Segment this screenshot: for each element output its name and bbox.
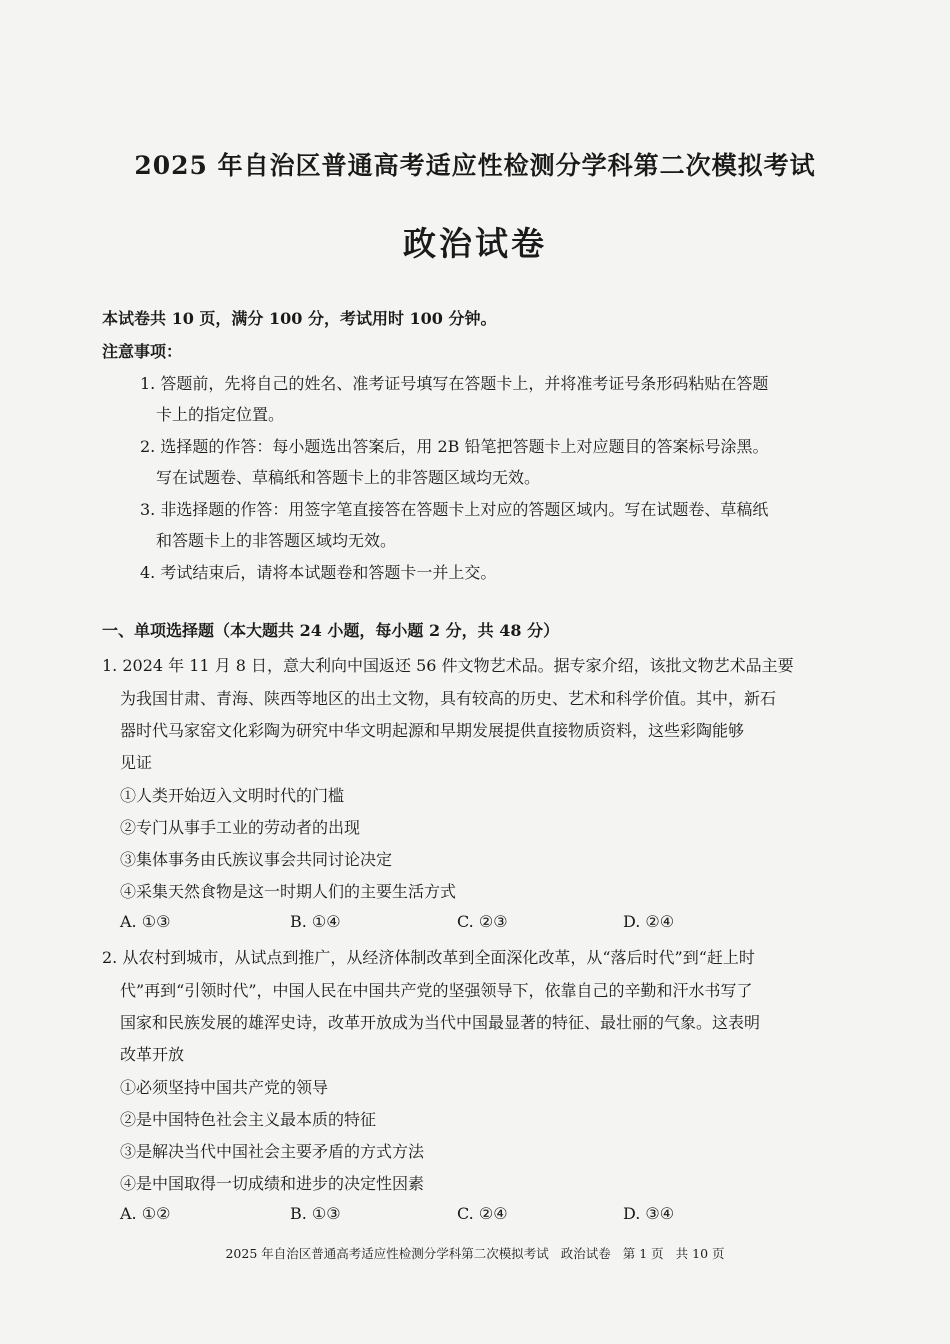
question-option: ②是中国特色社会主义最本质的特征 (120, 1110, 377, 1129)
note-line: 2. 选择题的作答：每小题选出答案后，用 2B 铅笔把答题卡上对应题目的答案标号涂黑。 (140, 437, 769, 456)
question-stem-line: 见证 (120, 753, 153, 772)
footer-exam-name: 2025 年自治区普通高考适应性检测分学科第二次模拟考试 (225, 1246, 549, 1261)
question-stem-line: 为我国甘肃、青海、陕西等地区的出土文物，具有较高的历史、艺术和科学价值。其中，新石 (120, 689, 777, 708)
answer-choice-c: C. ②④ (457, 1204, 508, 1223)
section-heading: 一、单项选择题（本大题共 24 小题，每小题 2 分，共 48 分） (102, 621, 560, 640)
question-option: ③是解决当代中国社会主要矛盾的方式方法 (120, 1142, 425, 1161)
question-option: ②专门从事手工业的劳动者的出现 (120, 818, 361, 837)
question-option: ①人类开始迈入文明时代的门槛 (120, 786, 345, 805)
footer-total-pages: 共 10 页 (675, 1246, 725, 1261)
question-stem-line: 代”再到“引领时代”，中国人民在中国共产党的坚强领导下，依靠自己的辛勤和汗水书写了 (120, 981, 753, 1000)
question-option: ④是中国取得一切成绩和进步的决定性因素 (120, 1174, 425, 1193)
note-line: 和答题卡上的非答题区域均无效。 (156, 531, 397, 550)
answer-choice-b: B. ①④ (290, 912, 341, 931)
exam-title: 2025 年自治区普通高考适应性检测分学科第二次模拟考试 (134, 151, 816, 180)
paper-title: 政治试卷 (403, 224, 547, 263)
answer-choice-a: A. ①② (120, 1204, 171, 1223)
answer-choice-a: A. ①③ (120, 912, 171, 931)
note-line: 1. 答题前，先将自己的姓名、准考证号填写在答题卡上，并将准考证号条形码粘贴在答题 (140, 374, 769, 393)
question-option: ④采集天然食物是这一时期人们的主要生活方式 (120, 882, 457, 901)
exam-intro: 本试卷共 10 页，满分 100 分，考试用时 100 分钟。 (102, 309, 497, 328)
page-footer (0, 1244, 950, 1262)
notes-heading: 注意事项： (102, 342, 183, 361)
note-line: 3. 非选择题的作答：用签字笔直接答在答题卡上对应的答题区域内。写在试题卷、草稿纸 (140, 500, 769, 519)
answer-choice-d: D. ②④ (623, 912, 675, 931)
answer-choice-d: D. ③④ (623, 1204, 675, 1223)
answer-choice-b: B. ①③ (290, 1204, 341, 1223)
footer-page-number: 第 1 页 (622, 1246, 664, 1261)
question-stem-line: 1. 2024 年 11 月 8 日，意大利向中国返还 56 件文物艺术品。据专家介绍，该批文物艺术品主要 (102, 656, 794, 675)
note-line: 4. 考试结束后，请将本试题卷和答题卡一并上交。 (140, 563, 497, 582)
note-line: 写在试题卷、草稿纸和答题卡上的非答题区域均无效。 (156, 468, 541, 487)
question-stem-line: 国家和民族发展的雄浑史诗，改革开放成为当代中国最显著的特征、最壮丽的气象。这表明 (120, 1013, 761, 1032)
question-option: ①必须坚持中国共产党的领导 (120, 1078, 329, 1097)
note-line: 卡上的指定位置。 (156, 405, 285, 424)
footer-subject: 政治试卷 (560, 1246, 611, 1261)
question-stem-line: 2. 从农村到城市，从试点到推广，从经济体制改革到全面深化改革，从“落后时代”到“赶上时 (102, 948, 755, 967)
question-option: ③集体事务由氏族议事会共同讨论决定 (120, 850, 393, 869)
question-stem-line: 改革开放 (120, 1045, 185, 1064)
question-stem-line: 器时代马家窑文化彩陶为研究中华文明起源和早期发展提供直接物质资料，这些彩陶能够 (120, 721, 745, 740)
answer-choice-c: C. ②③ (457, 912, 508, 931)
